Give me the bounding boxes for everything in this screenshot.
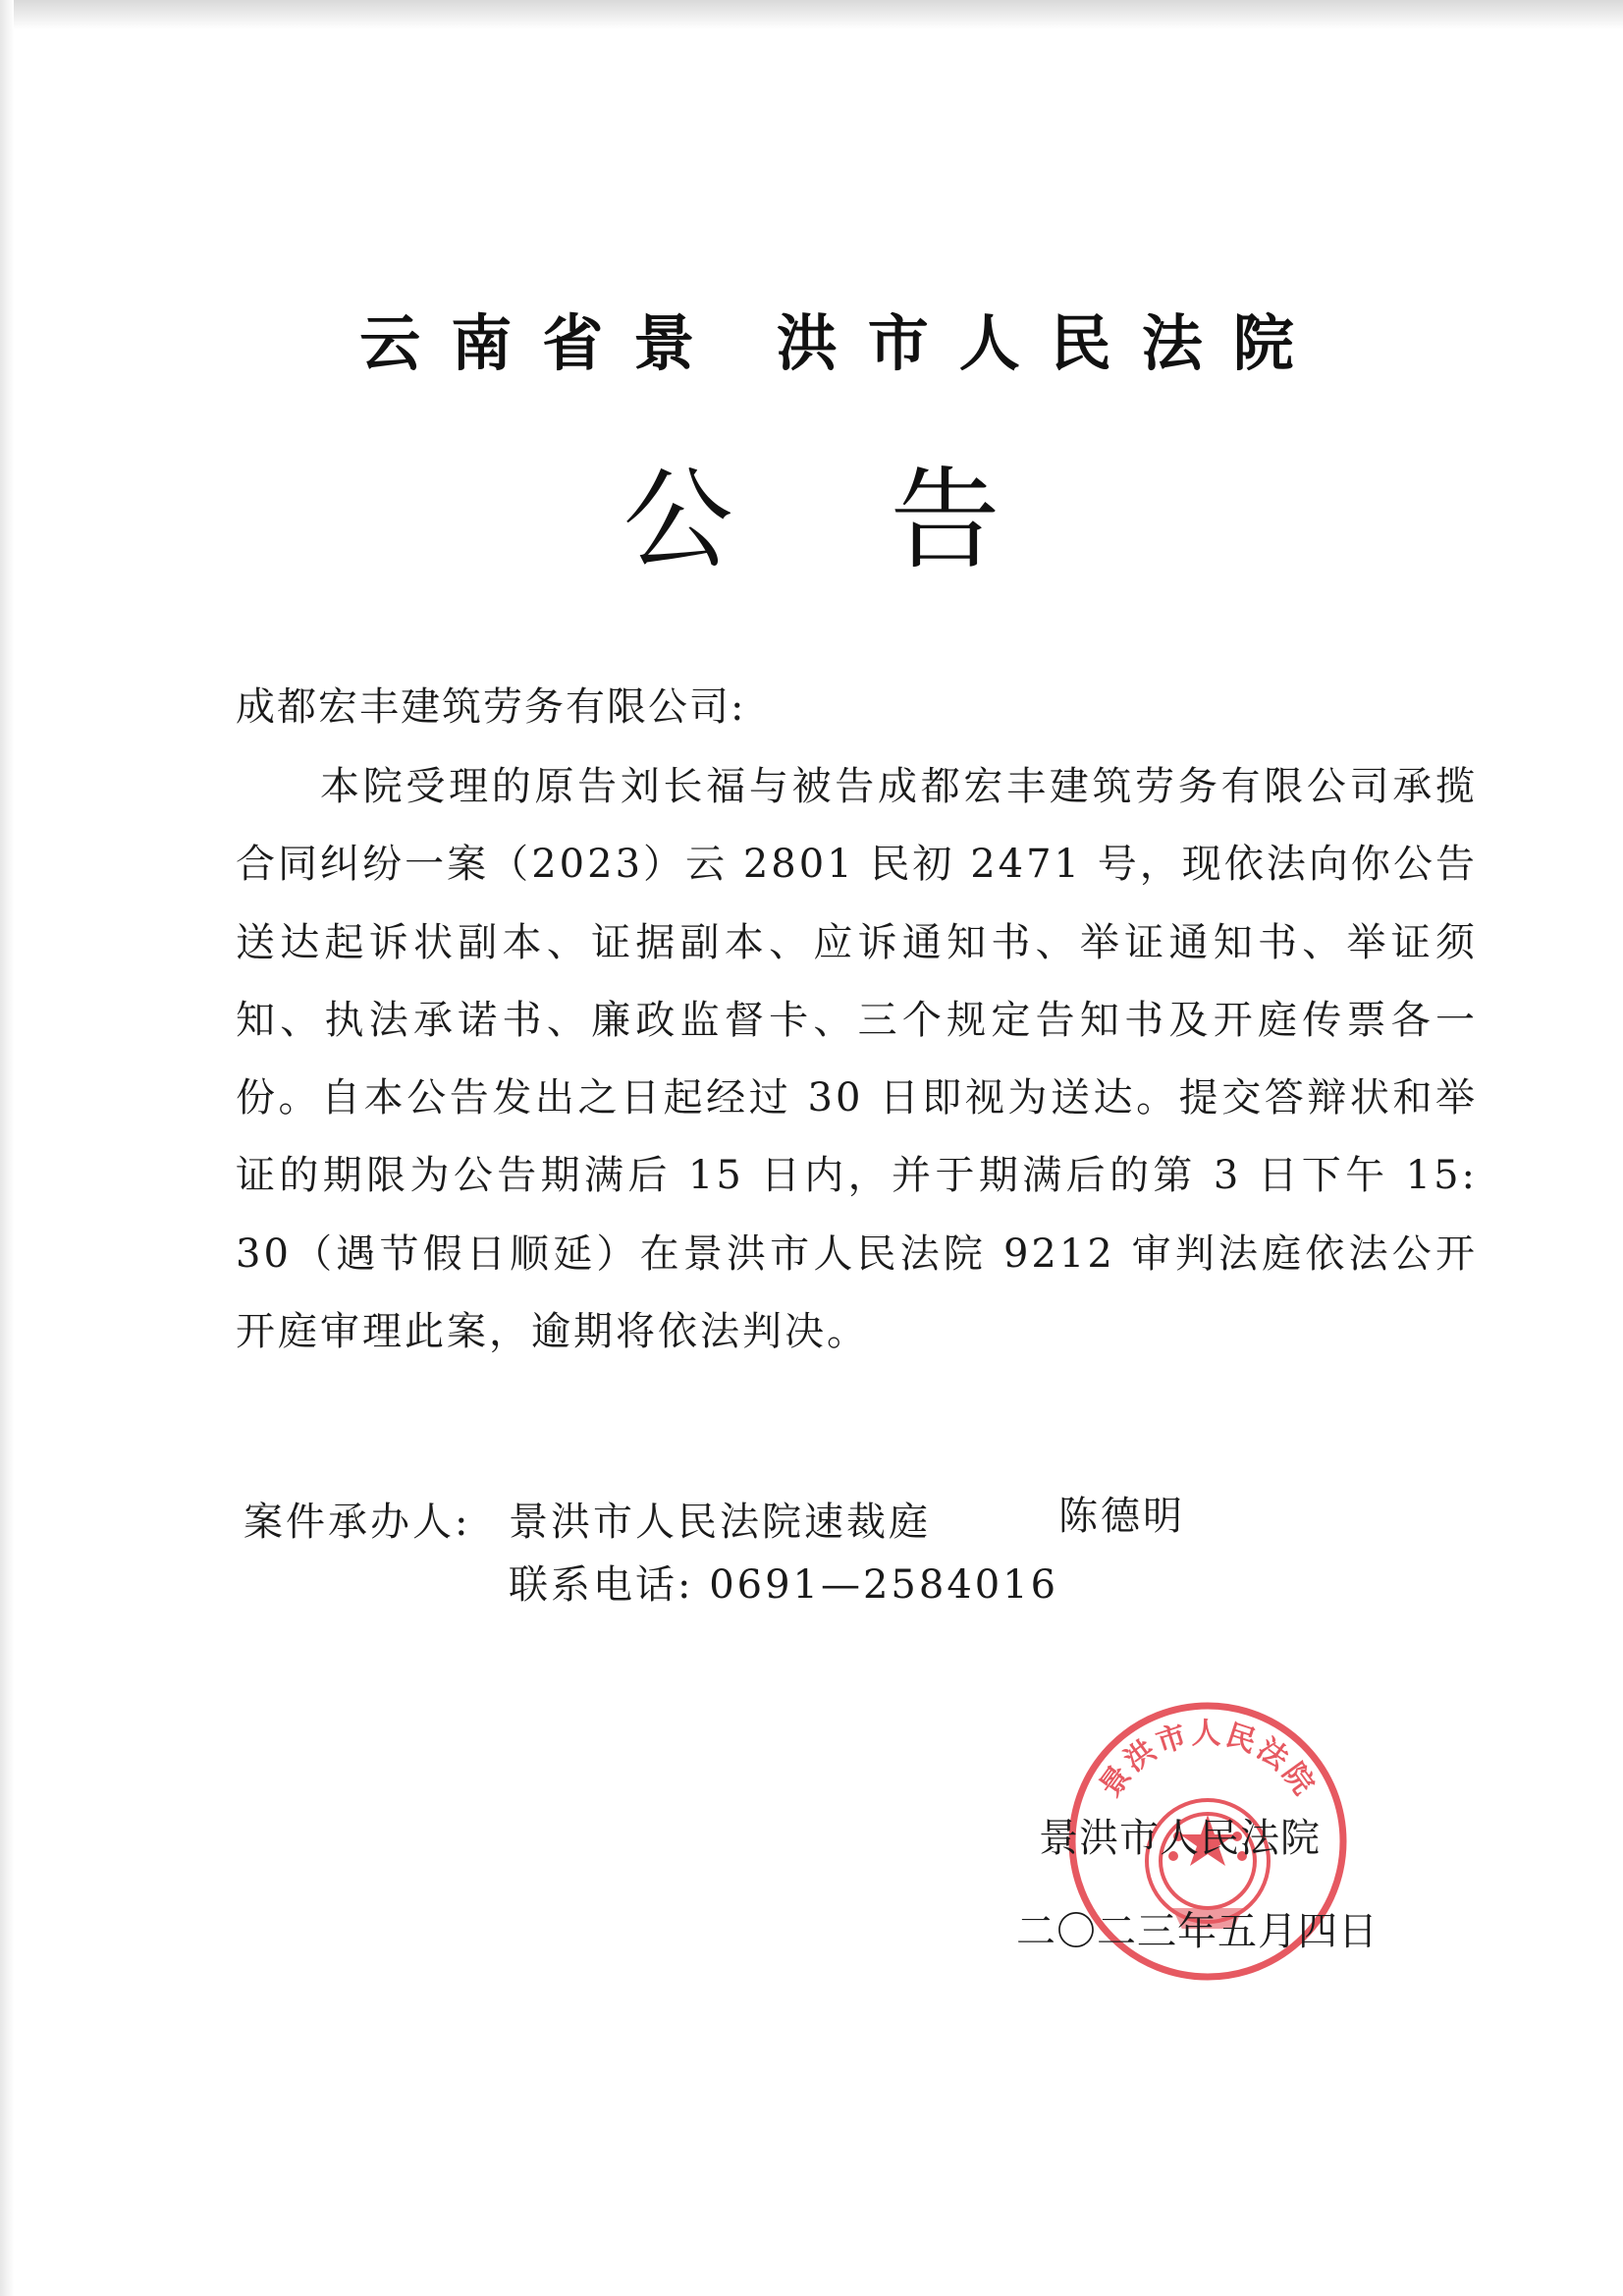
notice-body: 本院受理的原告刘长福与被告成都宏丰建筑劳务有限公司承揽合同纠纷一案（2023）云 2801 民初 2471 号，现依法向你公告送达起诉状副本、证据副本、应诉通知书、举证通知书、举证须知、执法承诺书、廉政监督卡、三个规定告知书及开庭传票各一份。自本公告发出之日起经过 30 日即视为送达。提交答辩状和举证的期限为公告期满后 15 日内，并于期满后的第 3 日下午 15: 30（遇节假日顺延）在景洪市人民法院 9212 审判法庭依法公开开庭审理此案，逾期将依法判决。 xyxy=(236,764,1478,1355)
court-name-heading: 云南省景 洪市人民法院 xyxy=(359,307,1325,379)
issue-date: 二〇二三年五月四日 xyxy=(1016,1909,1379,1954)
signing-court: 景洪市人民法院 xyxy=(1039,1816,1321,1861)
notice-title: 公告 xyxy=(622,457,1158,584)
addressee: 成都宏丰建筑劳务有限公司: xyxy=(236,684,746,730)
seal-text: 景洪市人民法院 xyxy=(1093,1717,1323,1804)
contact-phone: 联系电话: 0691—2584016 xyxy=(509,1562,1059,1608)
case-handler-name: 陈德明 xyxy=(1058,1494,1185,1539)
case-handler-label: 案件承办人: xyxy=(243,1500,471,1545)
scan-top-shadow xyxy=(0,0,1623,29)
case-handler-department: 景洪市人民法院速裁庭 xyxy=(509,1500,931,1545)
